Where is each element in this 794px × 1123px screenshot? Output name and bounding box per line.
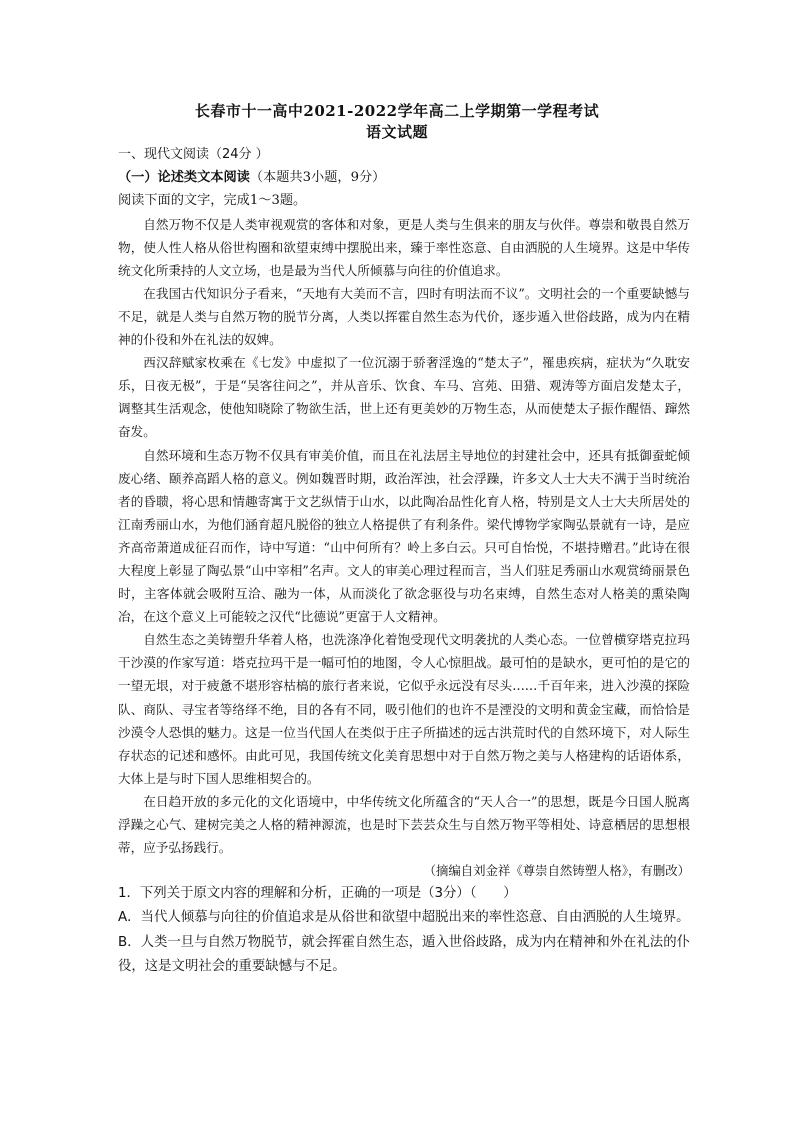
exam-subtitle: 语文试题	[365, 123, 428, 141]
passage-paragraph-1: 自然万物不仅是人类审视观赏的客体和对象，更是人类与生俱来的朋友与伙伴。尊崇和敬畏自然万物，使人性人格从俗世构圈和欲望束缚中摆脱出来，臻于率性恣意、自由洒脱的人生境界。这是中华传统文化所秉持的人文立场，也是最为当代人所倾慕与向往的价值追求。	[118, 216, 690, 278]
subsection-note: （本题共3小题，9分）	[249, 170, 386, 186]
passage-paragraph-2: 在我国古代知识分子看来，“天地有大美而不言，四时有明法而不议”。文明社会的一个重要缺憾与不足，就是人类与自然万物的脱节分离，人类以挥霍自然生态为代价，逐步遁入世俗歧路，成为内在精神的仆役和外在礼法的奴婢。	[118, 285, 690, 348]
passage-paragraph-3: 西汉辞赋家枚乘在《七发》中虚拟了一位沉溺于骄奢淫逸的“楚太子”，罹患疾病，症状为“久耽安乐，日夜无极”，于是“吴客往问之”，并从音乐、饮食、车马、宫苑、田猎、观涛等方面启发楚太子，调整其生活观念，使他知晓除了物欲生活，世上还有更美妙的万物生态，从而使楚太子振作醒悟、蹿然奋发。	[118, 355, 690, 440]
question-option-b: B．人类一旦与自然万物脱节，就会挥霍自然生态，遁入世俗歧路，成为内在精神和外在礼法的仆役，这是文明社会的重要缺憾与不足。	[118, 934, 690, 975]
subsection-label: （一）论述类文本阅读	[118, 170, 250, 186]
exam-title: 长春市十一高中2021-2022学年高二上学期第一学程考试	[194, 102, 600, 120]
reading-instruction: 阅读下面的文字，完成1～3题。	[118, 193, 307, 209]
exam-content	[118, 143, 690, 980]
passage-paragraph-5: 自然生态之美铸塑升华着人格，也洗涤净化着饱受现代文明袭扰的人类心态。一位曾横穿塔克拉玛干沙漠的作家写道：塔克拉玛干是一幅可怕的地图，令人心惊胆战。最可怕的是缺水，更可怕的是它的一望无垠，对于疲惫不堪形容枯槁的旅行者来说，它似乎永远没有尽头……千百年来，进入沙漠的探险队、商队、寻宝者等络绎不绝，目的各有不同，吸引他们的也许不是湮没的文明和黄金宝藏，而恰恰是沙漠令人恐惧的魅力。这是一位当代国人在类似于庄子所描述的远古洪荒时代的自然环境下，对人际生存状态的记述和感怀。由此可见，我国传统文化美育思想中对于自然万物之美与人格建构的话语体系，大体上是与时下国人思维相契合的。	[118, 632, 690, 786]
passage-paragraph-4: 自然环境和生态万物不仅具有审美价值，而且在礼法居主导地位的封建社会中，还具有抵御蚕蛇倾废心绪、颐养高蹈人格的意义。例如魏晋时期，政治浑浊，社会浮躁，许多文人士大夫不满于当时统治者的昏聩，将心思和情趣寄寓于文艺纵情于山水，以此陶冶品性化育人格，特别是文人士大夫所居处的江南秀丽山水，为他们涵育超凡脱俗的独立人格提供了有利条件。梁代博物学家陶弘景就有一诗，是应齐高帝萧道成征召而作，诗中写道：“山中何所有？岭上多白云。只可自怡悦，不堪持赠君。”此诗在很大程度上彰显了陶弘景“山中宰相”名声。文人的审美心理过程而言，当人们驻足秀丽山水观赏绮丽景色时，主客体就会吸附互洽、融为一体，从而淡化了欲念驱役与功名束缚，自然生态对人格美的熏染陶冶，在这个意义上可能较之汉代“比德说”更富于人文精神。	[118, 447, 690, 625]
question-option-a: A．当代人倾慕与向往的价值追求是从俗世和欲望中超脱出来的率性恣意、自由洒脱的人生境界。	[118, 910, 690, 926]
question-stem: 1．下列关于原文内容的理解和分析，正确的一项是（3分）（ ）	[118, 886, 517, 902]
subsection-heading	[118, 166, 690, 189]
passage-paragraph-6: 在日趋开放的多元化的文化语境中，中华传统文化所蕴含的“天人合一”的思想，既是今日国人脱离浮躁之心气、建树完美之人格的精神源流，也是时下芸芸众生与自然万物平等相处、诗意栖居的思想根蒂，应予弘扬践行。	[118, 793, 690, 856]
passage-source: （摘编自刘金祥《尊崇自然铸塑人格》，有删改）	[423, 863, 690, 879]
section-heading: 一、现代文阅读（24分 ）	[118, 147, 269, 162]
